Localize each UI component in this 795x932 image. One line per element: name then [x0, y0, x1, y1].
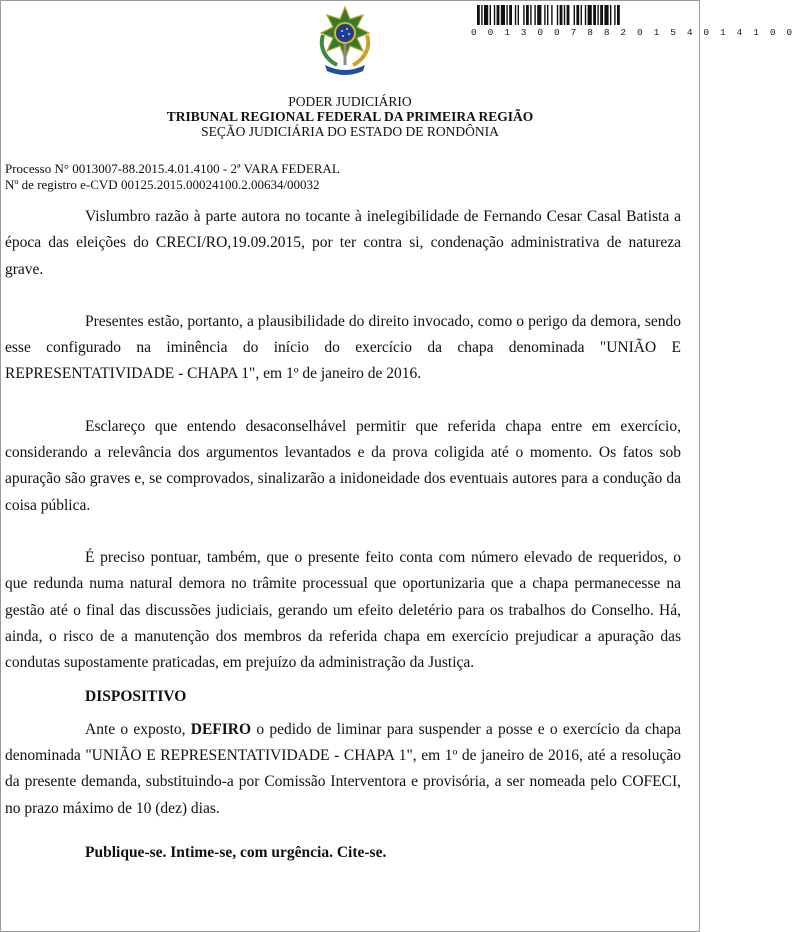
paragraph-5-rest: o pedido de liminar para suspender a posse e o exercício da chapa denominada "UNIÃO E REPRESENTATIVIDADE - CHAPA 1", em 1º de janeiro de 2016, até a resolução da presente demanda, substituindo-a por Comissão Interventora e provisória, a ser nomeada pelo COFECI, no prazo máximo de 10 (dez) dias. — [5, 720, 681, 817]
process-metadata — [5, 161, 340, 193]
header-line-section: SEÇÃO JUDICIÁRIA DO ESTADO DE RONDÔNIA — [201, 124, 499, 139]
paragraph-1: Vislumbro razão à parte autora no tocante à inelegibilidade de Fernando Cesar Casal Batista a época das eleições do CRECI/RO,19.09.2015, por ter contra si, condenação administrativa de natureza grave. — [5, 208, 681, 278]
paragraph-5-decision: DEFIRO — [190, 720, 252, 738]
paragraph-4: É preciso pontuar, também, que o presente feito conta com número elevado de requeridos, o que redunda numa natural demora no trâmite processual que oportunizaria que a chapa permanecesse na gestão até o final das discussões judiciais, gerando um efeito deletério para os trabalhos do Conselho. Há, ainda, o risco de a manutenção dos membros da referida chapa em exercício prejudicar a apuração das condutas supostamente praticadas, em prejuízo da administração da Justiça. — [5, 548, 681, 672]
barcode-number: 0 0 1 3 0 0 7 8 8 2 0 1 5 4 0 1 4 1 0 0 — [471, 27, 795, 38]
paragraph-2: Presentes estão, portanto, a plausibilidade do direito invocado, como o perigo da demora, sendo esse configurado na iminência do início do exercício da chapa denominada "UNIÃO E REPRESENTATIVIDADE - CHAPA 1", em 1º de janeiro de 2016. — [5, 312, 681, 383]
header-line-power: PODER JUDICIÁRIO — [288, 94, 412, 109]
paragraph-5 — [5, 717, 681, 822]
section-heading-dispositivo: DISPOSITIVO — [85, 688, 187, 706]
brazil-coat-of-arms-icon — [313, 5, 377, 77]
paragraph-3: Esclareço que entendo desaconselhável permitir que referida chapa entre em exercício, considerando a relevância dos argumentos levantados e da prova coligida até o momento. Os fatos sob apuração são graves e, se comprovados, sinalizarão a inidoneidade dos eventuais autores para a condução da coisa pública. — [5, 417, 681, 514]
registry-number: Nº de registro e-CVD 00125.2015.00024100.2.00634/00032 — [5, 177, 320, 192]
document-header — [1, 94, 699, 139]
header-line-court: TRIBUNAL REGIONAL FEDERAL DA PRIMEIRA REGIÃO — [166, 109, 534, 124]
document-body — [5, 204, 681, 866]
barcode-block — [471, 5, 795, 38]
barcode-image — [477, 5, 677, 25]
process-number: Processo N° 0013007-88.2015.4.01.4100 - 2ª VARA FEDERAL — [5, 161, 340, 176]
paragraph-5-intro: Ante o exposto, — [85, 720, 191, 738]
closing-order: Publique-se. Intime-se, com urgência. Cite-se. — [85, 843, 387, 861]
